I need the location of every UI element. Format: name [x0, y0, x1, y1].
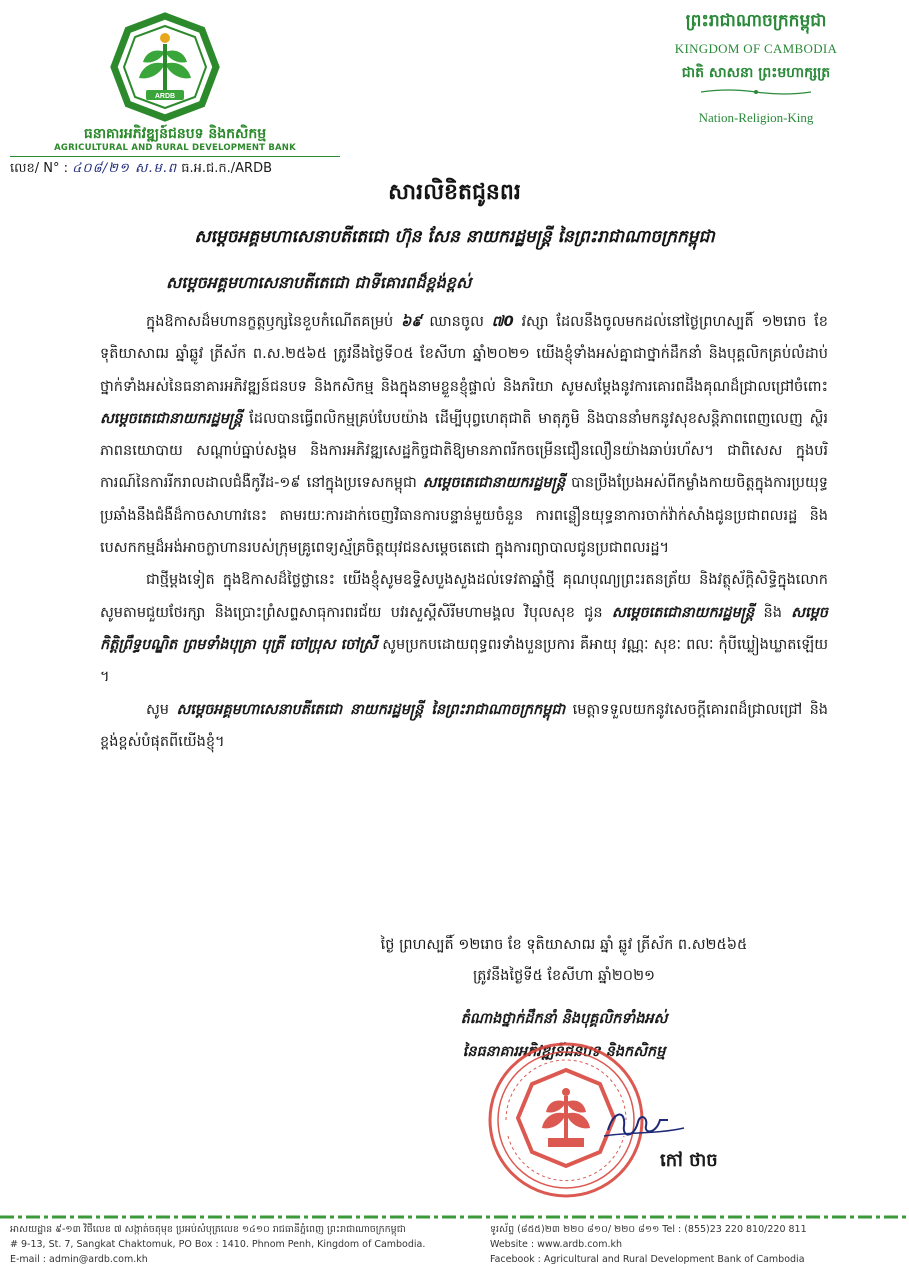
- signer-title-line-2: នៃធនាគារអភិវឌ្ឍន៍ជនបទ និងកសិកម្ម: [462, 1044, 666, 1060]
- signer-name: កៅ ថាច: [660, 1150, 718, 1171]
- reference-handwritten: ៤០៨/២១ ស.ម.ព: [72, 161, 178, 176]
- paragraph-3: [100, 694, 828, 759]
- signer-title-line-1: តំណាងថ្នាក់ដឹកនាំ និងបុគ្គលិកទាំងអស់: [460, 1011, 668, 1027]
- kingdom-motto-khmer: ជាតិ សាសនា ព្រះមហាក្សត្រ: [681, 65, 831, 81]
- footer-facebook: Facebook : Agricultural and Rural Development Bank of Cambodia: [490, 1254, 805, 1265]
- footer-contact: [490, 1222, 900, 1267]
- p1-name-2: សម្តេចតេជោនាយករដ្ឋមន្ត្រី: [422, 475, 566, 492]
- document-subject: សម្តេចអគ្គមហាសេនាបតីតេជោ ហ៊ុន សែន នាយករដ្ឋមន្ត្រី នៃព្រះរាជាណាចក្រកម្ពុជា: [194, 227, 715, 247]
- p3-text-a: សូម: [146, 701, 177, 718]
- p2-name-2: សម្តេចកិត្តិព្រឹទ្ធបណ្ឌិត ព្រមទាំងបុត្រា បុត្រី ចៅប្រុស ចៅស្រី: [100, 604, 828, 653]
- letterhead-divider: [10, 156, 340, 157]
- date-line-gregorian: ត្រូវនឹងថ្ងៃទី៥ ខែសីហា ឆ្នាំ២០២១: [472, 968, 656, 984]
- p1-text-a: ក្នុងឱកាសដ៏មហានក្ខត្តឫក្សនៃខួបកំណើតគម្រប់: [146, 314, 402, 330]
- p3-text-b: មេត្តាទទួលយកនូវសេចក្តីគោរពដ៏ជ្រាលជ្រៅ និងខ្ពង់ខ្ពស់បំផុតពីយើងខ្ញុំ។: [100, 701, 829, 750]
- p1-name: សម្តេចតេជោនាយករដ្ឋមន្ត្រី: [100, 410, 243, 427]
- p2-text-a: ជាថ្មីម្តងទៀត ក្នុងឱកាសដ៏ថ្លៃថ្លានេះ យើងខ្ញុំសូមឧទ្ទិសបួងសួងដល់ទេវតាឆ្នាំថ្មី គុណបុណ្យព្រះរតនត្រ័យ និងវត្ថុស័ក្តិសិទ្ធិក្នុងលោក សូមតាមជួយថែរក្សា និងប្រោះព្រំសព្ទសាធុការពរជ័យ បវរសួស្តីសិរីមហាមង្គល វិបុលសុខ ជូន: [100, 572, 828, 621]
- p1-age: ៦៩: [401, 314, 422, 330]
- paragraph-2: [100, 564, 828, 693]
- p2-text-b: និង: [754, 604, 792, 621]
- p1-text-b: ឈានចូល: [421, 314, 492, 330]
- p3-name: សម្តេចអគ្គមហាសេនាបតីតេជោ នាយករដ្ឋមន្ត្រី នៃព្រះរាជាណាចក្រកម្ពុជា: [176, 701, 566, 718]
- footer-address-khmer: អាសយដ្ឋាន ៩-១៣ វិថីលេខ ៧ សង្កាត់ចតុមុខ ប្រអប់សំបុត្រលេខ ១៤១០ រាជធានីភ្នំពេញ ព្រះរាជាណាចក្រកម្ពុជា: [10, 1224, 406, 1235]
- bank-name-khmer: ធនាគារអភិវឌ្ឍន៍ជនបទ និងកសិកម្ម: [83, 126, 267, 142]
- kingdom-header: [641, 10, 871, 126]
- footer-phone: ទូរស័ព្ទ (៨៥៥)២៣ ២២០ ៨១០/ ២២០ ៨១១ Tel : (855)23 220 810/220 811: [490, 1224, 807, 1235]
- reference-suffix: ធ.អ.ជ.ក./ARDB: [181, 161, 273, 176]
- footer-website: Website : www.ardb.com.kh: [490, 1239, 623, 1250]
- logo-text: ARDB: [154, 93, 176, 100]
- paragraph-1: [100, 306, 828, 564]
- bank-name-english: AGRICULTURAL AND RURAL DEVELOPMENT BANK: [54, 143, 296, 153]
- p1-text-c: វស្សា ដែលនឹងចូលមកដល់នៅថ្ងៃព្រហស្បតិ៍ ១២រោច ខែទុតិយាសាឍ ឆ្នាំឆ្លូវ ត្រីស័ក ព.ស.២៥៦៥ ត្រូវនឹងថ្ងៃទី០៥ ខែសីហា ឆ្នាំ២០២១ យើងខ្ញុំទាំងអស់គ្នាជាថ្នាក់ដឹកនាំ និងបុគ្គលិកគ្រប់លំដាប់ថ្នាក់ទាំងអស់នៃធនាគារអភិវឌ្ឍន៍ជនបទ និងកសិកម្ម និងក្នុងនាមខ្លួនខ្ញុំផ្ទាល់ និងភរិយា សូមសម្តែងនូវការគោរពដឹងគុណដ៏ជ្រាលជ្រៅចំពោះ: [100, 314, 828, 395]
- footer-email: E-mail : admin@ardb.com.kh: [10, 1254, 148, 1265]
- date-line-lunar: ថ្ងៃ ព្រហស្បតិ៍ ១២រោច ខែ ទុតិយាសាឍ ឆ្នាំ ឆ្លូវ ត្រីស័ក ព.ស២៥៦៥: [380, 937, 748, 953]
- footer-address-english: # 9-13, St. 7, Sangkat Chaktomuk, PO Box : 1410. Phnom Penh, Kingdom of Cambodia.: [10, 1239, 426, 1250]
- p2-text-c: សូមប្រកបដោយពុទ្ធពរទាំងបួនប្រការ គឺអាយុ វណ្ណៈ សុខៈ ពលៈ កុំបីឃ្លៀងឃ្លាតឡើយ ។: [100, 636, 828, 686]
- letter-body: [100, 306, 828, 758]
- kingdom-title-khmer: ព្រះរាជាណាចក្រកម្ពុជា: [685, 11, 827, 31]
- ornament-divider-icon: [701, 88, 811, 96]
- footer-divider: [0, 1212, 909, 1222]
- reference-number: [10, 160, 272, 179]
- p2-name: សម្តេចតេជោនាយករដ្ឋមន្ត្រី: [611, 604, 755, 621]
- p1-age-2: ៧0: [491, 314, 514, 330]
- p1-text-d: ដែលបានធ្វើពលិកម្មគ្រប់បែបយ៉ាង ដើម្បីបុព្វហេតុជាតិ មាតុភូមិ និងបាននាំមកនូវសុខសន្តិភាពពេញលេញ ស្ថិរភាពនយោបាយ សណ្តាប់ធ្នាប់សង្គម និងការអភិវឌ្ឍសេដ្ឋកិច្ចជាតិឱ្យមានភាពរីកចម្រើនជឿនលឿនយ៉ាងឆាប់រហ័ស។ ជាពិសេស ក្នុងបរិការណ៍នៃការរីករាលដាលជំងឺកូវីដ-១៩ នៅក្នុងប្រទេសកម្ពុជា: [100, 410, 828, 492]
- p1-text-e: បានប្រឹងប្រែងអស់ពីកម្លាំងកាយចិត្តក្នុងការប្រយុទ្ធប្រឆាំងនឹងជំងឺដ៏កាចសាហាវនេះ តាមរយៈការដាក់ចេញវិធានការបន្ទាន់មួយចំនួន ការពន្លឿនយុទ្ធនាការចាក់វ៉ាក់សាំងជូនប្រជាពលរដ្ឋ និងបេសកកម្មដ៏អង់អាចក្លាហានរបស់ក្រុមគ្រូពេទ្យស្ម័គ្រចិត្តយុវជនសម្តេចតេជោ ក្នុងការព្យាបាលជូនប្រជាពលរដ្ឋ។: [100, 475, 828, 557]
- kingdom-title-english: KINGDOM OF CAMBODIA: [674, 41, 838, 56]
- bank-logo-icon: [110, 12, 220, 122]
- kingdom-motto-english: Nation-Religion-King: [698, 110, 814, 125]
- document-title: សារលិខិតជូនពរ: [388, 180, 521, 205]
- reference-label: លេខ/ N° :: [10, 161, 69, 176]
- footer-address: [10, 1222, 480, 1267]
- date-block: [300, 930, 828, 992]
- salutation: សម្តេចអគ្គមហាសេនាបតីតេជោ ជាទីគោរពដ៏ខ្ពង់ខ្ពស់: [166, 273, 472, 292]
- handwritten-signature-icon: [598, 1104, 688, 1144]
